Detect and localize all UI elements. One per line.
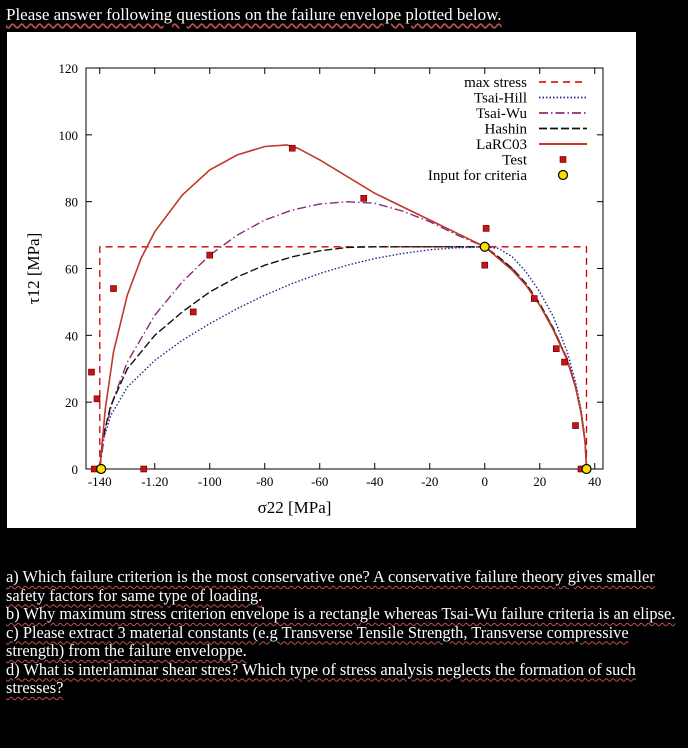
x-tick-label: -80 bbox=[256, 474, 274, 489]
test-point bbox=[207, 252, 213, 258]
x-tick-label: -60 bbox=[311, 474, 329, 489]
questions-block bbox=[6, 568, 684, 698]
test-point bbox=[483, 225, 489, 231]
question-b: b) Why maximum stress criterion envelope is a rectangle whereas Tsai-Wu failure criteria is an elipse. bbox=[6, 604, 676, 623]
x-tick-label: -40 bbox=[366, 474, 384, 489]
x-tick-label: 0 bbox=[481, 474, 488, 489]
series-line-tsai-wu bbox=[100, 202, 587, 469]
series-line-larc03 bbox=[100, 145, 587, 469]
legend-label: max stress bbox=[464, 75, 527, 91]
test-point bbox=[289, 145, 295, 151]
y-tick-label: 0 bbox=[71, 462, 78, 477]
test-point bbox=[94, 396, 100, 402]
chart-svg bbox=[7, 32, 636, 528]
x-axis-label: σ22 [MPa] bbox=[257, 498, 332, 517]
legend-label: Hashin bbox=[484, 121, 527, 138]
legend-label: Input for criteria bbox=[427, 168, 527, 184]
y-axis-label: τ12 [MPa] bbox=[24, 232, 43, 305]
x-tick-label: -20 bbox=[421, 474, 439, 489]
x-tick-label: -1.20 bbox=[141, 474, 169, 489]
test-point bbox=[531, 296, 537, 302]
legend-label: Tsai-Wu bbox=[476, 106, 527, 122]
legend-label: Test bbox=[502, 152, 527, 169]
failure-envelope-chart bbox=[7, 32, 636, 528]
question-d: d) What is interlaminar shear stres? Which type of stress analysis neglects the formation of such stresses? bbox=[6, 659, 636, 697]
legend-swatch bbox=[559, 171, 568, 180]
y-tick-label: 20 bbox=[65, 395, 78, 411]
y-tick-label: 100 bbox=[58, 127, 78, 143]
legend-swatch bbox=[560, 157, 566, 163]
question-c: c) Please extract 3 material constants (e.g Transverse Tensile Strength, Transverse compressive strength) from the failure enveloppe. bbox=[6, 622, 629, 660]
x-tick-label: -100 bbox=[197, 474, 222, 489]
test-point bbox=[190, 309, 196, 315]
series-line-max-stress bbox=[100, 247, 587, 469]
x-tick-label: -140 bbox=[87, 474, 112, 489]
legend-label: Tsai-Hill bbox=[473, 90, 527, 107]
test-point bbox=[111, 286, 117, 292]
x-tick-label: 40 bbox=[588, 474, 602, 489]
question-a: a) Which failure criterion is the most conservative one? A conservative failure theory gives smaller safety factors for same type of loading. bbox=[6, 567, 655, 605]
y-tick-label: 40 bbox=[65, 328, 78, 344]
y-tick-label: 120 bbox=[58, 61, 78, 76]
test-point bbox=[89, 369, 95, 375]
page-heading: Please answer following questions on the failure envelope plotted below. bbox=[6, 5, 502, 24]
input-point bbox=[480, 242, 489, 251]
x-tick-label: 20 bbox=[533, 474, 547, 489]
y-tick-label: 60 bbox=[65, 261, 78, 277]
test-point bbox=[562, 359, 568, 365]
test-point bbox=[361, 195, 367, 201]
test-point bbox=[141, 466, 147, 472]
series-line-tsai-hill bbox=[100, 247, 587, 469]
test-point bbox=[573, 423, 579, 429]
y-tick-label: 80 bbox=[65, 194, 78, 210]
test-point bbox=[553, 346, 559, 352]
input-point bbox=[97, 465, 106, 474]
series-line-hashin bbox=[100, 247, 587, 469]
test-point bbox=[482, 262, 488, 268]
legend-label: LaRC03 bbox=[476, 137, 527, 153]
input-point bbox=[582, 465, 591, 474]
